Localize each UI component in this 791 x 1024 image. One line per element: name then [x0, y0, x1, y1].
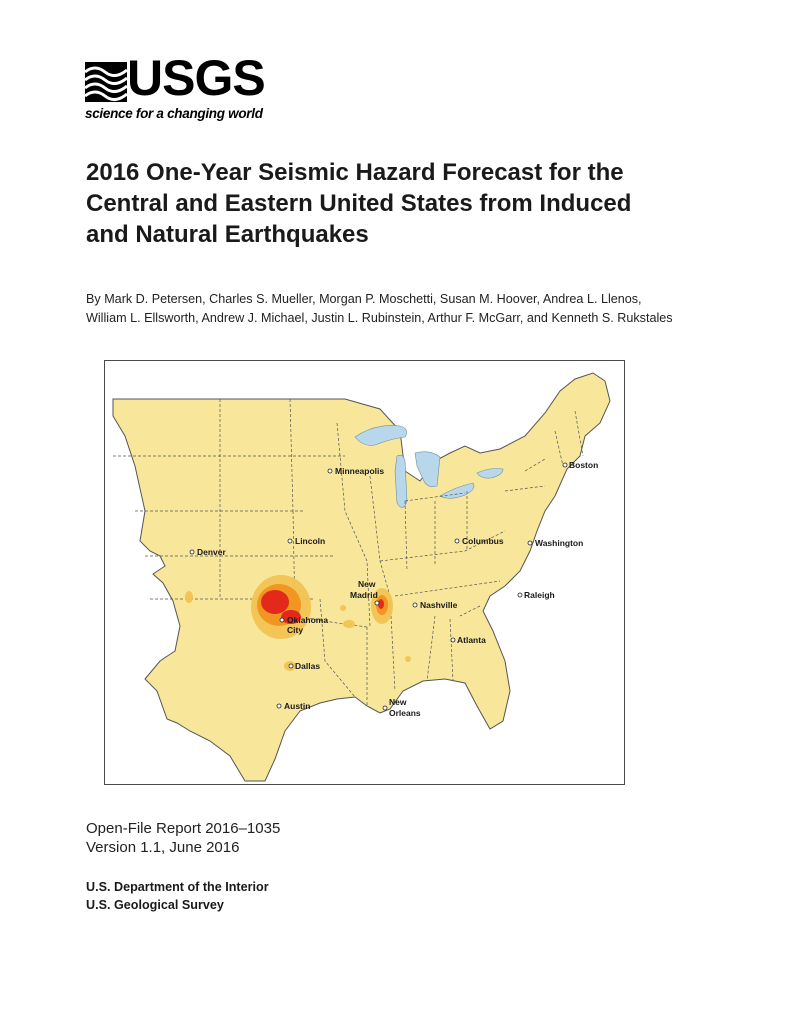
city-marker — [528, 541, 532, 545]
hazard-zone-alabama — [405, 656, 411, 662]
city-label: Denver — [197, 547, 226, 557]
city-label: Nashville — [420, 600, 458, 610]
hazard-zone-oklahoma-high — [261, 590, 289, 614]
hazard-map-svg — [105, 361, 625, 785]
city-label: Oklahoma — [287, 615, 329, 625]
report-info — [86, 819, 280, 857]
city-label: Columbus — [462, 536, 504, 546]
city-marker — [375, 601, 379, 605]
city-label: Minneapolis — [335, 466, 385, 476]
department-info — [86, 878, 269, 914]
authors — [86, 290, 726, 328]
hazard-map — [104, 360, 625, 785]
city-label: Madrid — [350, 590, 378, 600]
title-line: and Natural Earthquakes — [86, 221, 369, 248]
city-label: Lincoln — [295, 536, 326, 546]
city-label: Boston — [569, 460, 599, 470]
hazard-zone-arkansas — [343, 620, 355, 628]
title-line: 2016 One-Year Seismic Hazard Forecast for the — [86, 159, 624, 186]
report-title — [86, 157, 706, 250]
city-marker — [190, 550, 194, 554]
city-marker — [289, 664, 293, 668]
city-marker — [288, 539, 292, 543]
title-line: Central and Eastern United States from Induced — [86, 190, 632, 217]
hazard-zone-kansas-small — [340, 605, 346, 611]
city-marker — [455, 539, 459, 543]
logo-tagline: science for a changing world — [85, 106, 263, 121]
city-label: City — [287, 625, 304, 635]
city-label: New — [389, 697, 407, 707]
city-label: Washington — [535, 538, 584, 548]
city-label: Austin — [284, 701, 311, 711]
lake-michigan — [395, 455, 407, 507]
authors-line: William L. Ellsworth, Andrew J. Michael, Justin L. Rubinstein, Arthur F. McGarr, and Kenneth S. Rukstales — [86, 311, 673, 325]
report-version: Version 1.1, June 2016 — [86, 839, 240, 856]
city-label: Orleans — [389, 708, 421, 718]
survey-line: U.S. Geological Survey — [86, 898, 224, 912]
city-label: Raleigh — [524, 590, 555, 600]
city-marker — [277, 704, 281, 708]
city-marker — [383, 706, 387, 710]
logo-wordmark: USGS — [127, 50, 265, 106]
hazard-zone-raton — [185, 591, 193, 603]
city-label: New — [358, 579, 376, 589]
usgs-logo — [85, 50, 265, 126]
city-marker — [563, 463, 567, 467]
city-marker — [518, 593, 522, 597]
city-marker — [451, 638, 455, 642]
city-marker — [280, 618, 284, 622]
department-line: U.S. Department of the Interior — [86, 880, 269, 894]
city-marker — [328, 469, 332, 473]
city-label: Atlanta — [457, 635, 486, 645]
report-number: Open-File Report 2016–1035 — [86, 820, 281, 837]
authors-line: By Mark D. Petersen, Charles S. Mueller, Morgan P. Moschetti, Susan M. Hoover, Andrea L. Llenos, — [86, 292, 642, 306]
city-label: Dallas — [295, 661, 321, 671]
usgs-wave-icon — [85, 62, 127, 102]
city-marker — [413, 603, 417, 607]
